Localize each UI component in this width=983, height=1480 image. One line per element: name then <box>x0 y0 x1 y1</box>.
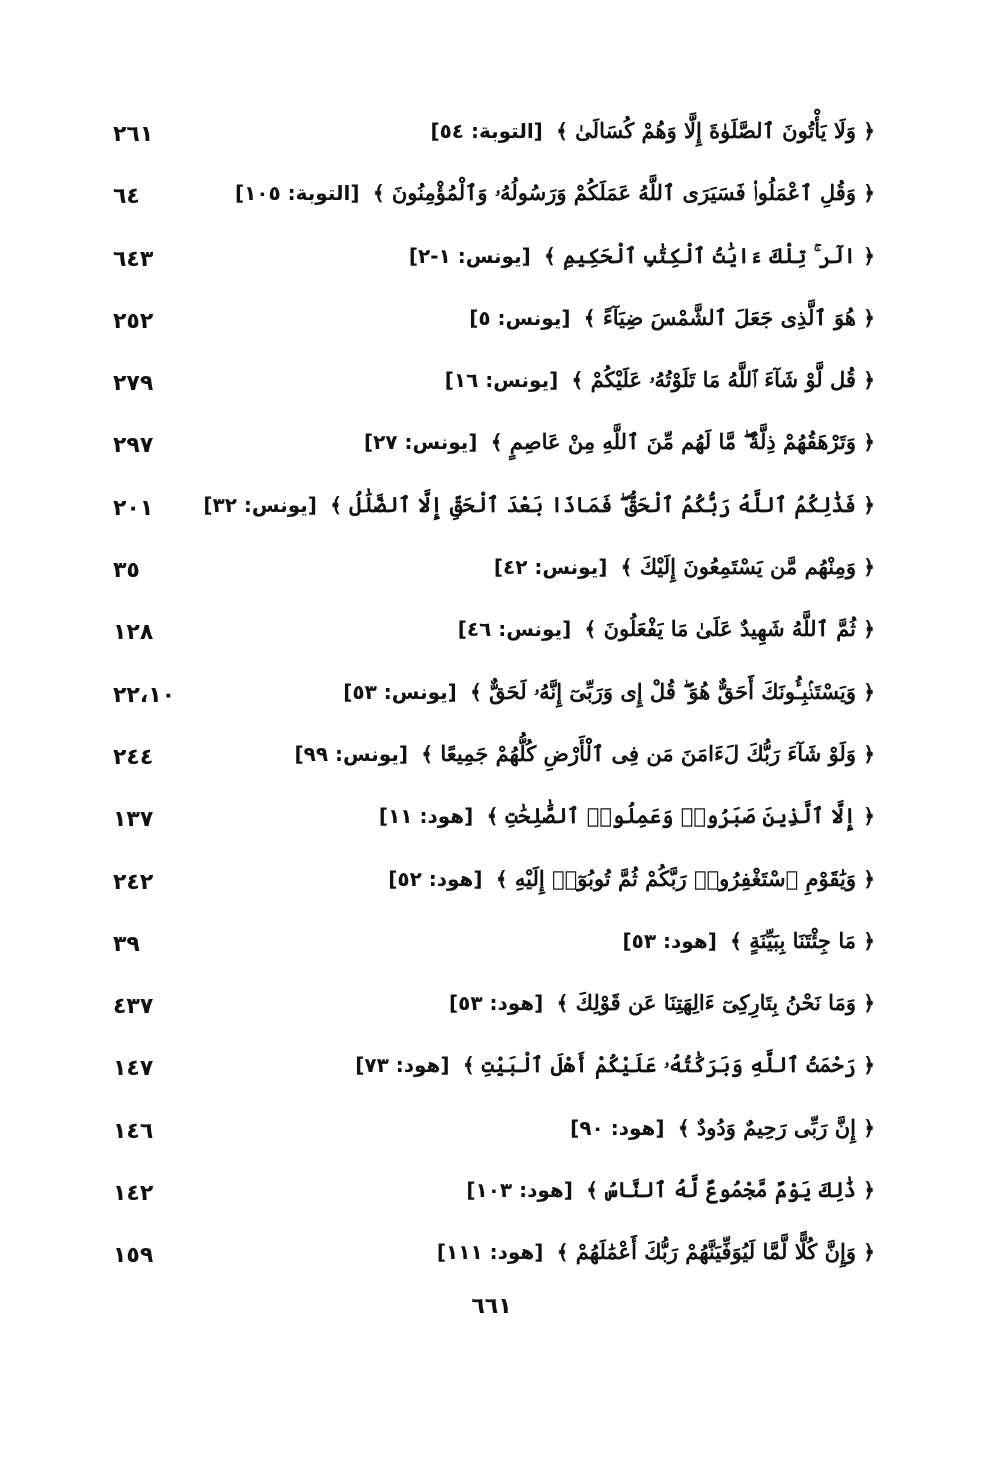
verse-line <box>203 491 875 518</box>
verse-reference: [يونس: ٩٩] <box>294 741 408 766</box>
list-item <box>105 112 875 174</box>
verse-line <box>343 679 875 705</box>
page-reference: ١٥٩ <box>113 1243 154 1269</box>
verse-line <box>409 243 875 269</box>
list-item <box>105 1046 875 1108</box>
verse-text: وَتَرْهَقُهُمْ ذِلَّةٌ ۖ مَّا لَهُم مِّنَ ٱللَّهِ مِنْ عَاصِمٍ <box>509 429 856 455</box>
ornate-bracket-close: ﴾ <box>372 181 385 206</box>
ornate-bracket-open: ﴿ <box>863 1240 875 1265</box>
page-number: ٦٦١ <box>471 1294 512 1319</box>
ornate-bracket-open: ﴿ <box>863 1178 875 1203</box>
list-item <box>105 673 875 735</box>
verse-reference: [يونس: ١-٢] <box>408 243 531 268</box>
ornate-bracket-close: ﴾ <box>556 991 569 1016</box>
verse-reference: [التوبة: ٥٤] <box>430 119 543 143</box>
list-item <box>105 1233 875 1295</box>
ornate-bracket-open: ﴿ <box>863 679 875 704</box>
ornate-bracket-open: ﴿ <box>863 243 875 268</box>
verse-text: ثُمَّ ٱللَّهُ شَهِيدٌ عَلَىٰ مَا يَفْعَلُونَ <box>603 616 856 642</box>
ornate-bracket-open: ﴿ <box>863 305 875 330</box>
ornate-bracket-open: ﴿ <box>863 1053 875 1078</box>
verse-reference: [هود: ٥٣] <box>448 991 544 1016</box>
page-reference: ٢٠١ <box>113 495 154 521</box>
verse-reference: [يونس: ١٦] <box>444 368 559 393</box>
verse-text: رَحْمَتُ ٱللَّهِ وَبَرَكَٰتُهُۥ عَلَيْكُمْ أَهْلَ ٱلْبَيْتِ <box>481 1052 856 1078</box>
ornate-bracket-close: ﴾ <box>544 243 556 268</box>
verse-text: إِنَّ رَبِّى رَحِيمٌ وَدُودٌ <box>696 1114 856 1140</box>
verse-text: إِلَّا ٱلَّذِينَ صَبَرُوا۟ وَعَمِلُوا۟ ٱلصَّٰلِحَٰتِ <box>505 803 856 829</box>
list-item <box>105 1171 875 1233</box>
list-item <box>105 299 875 361</box>
ornate-bracket-open: ﴿ <box>863 991 875 1016</box>
ornate-bracket-open: ﴿ <box>863 928 875 953</box>
verse-reference: [هود: ١٠٣] <box>466 1178 573 1203</box>
ornate-bracket-close: ﴾ <box>495 866 508 891</box>
page-reference: ٤٣٧ <box>113 994 154 1020</box>
verse-reference: [يونس: ٥٣] <box>343 679 457 704</box>
list-item <box>105 984 875 1046</box>
verse-text: هُوَ ٱلَّذِى جَعَلَ ٱلشَّمْسَ ضِيَآءً <box>602 304 856 330</box>
ornate-bracket-open: ﴿ <box>863 430 875 455</box>
verse-reference: [يونس: ٣٢] <box>203 492 317 517</box>
ornate-bracket-open: ﴿ <box>863 804 875 829</box>
ornate-bracket-close: ﴾ <box>584 617 597 642</box>
ornate-bracket-open: ﴿ <box>863 368 875 393</box>
list-item <box>105 486 875 548</box>
page-reference: ١٤٧ <box>113 1056 154 1082</box>
ornate-bracket-close: ﴾ <box>490 430 503 455</box>
page-reference: ٢٤٢ <box>113 869 154 895</box>
list-item <box>105 548 875 610</box>
verse-text: فَذَٰلِكُمُ ٱللَّهُ رَبُّكُمُ ٱلْحَقُّ ۖ فَمَاذَا بَعْدَ ٱلْحَقِّ إِلَّا ٱلضَّلَٰلُ <box>349 491 856 517</box>
list-item <box>105 735 875 797</box>
verse-line <box>437 1239 875 1264</box>
ornate-bracket-close: ﴾ <box>556 119 568 143</box>
ornate-bracket-open: ﴿ <box>863 555 875 580</box>
verse-reference: [يونس: ٢٧] <box>363 430 478 455</box>
verse-line <box>355 1052 875 1078</box>
verse-index-list <box>105 112 875 1296</box>
ornate-bracket-open: ﴿ <box>863 741 875 766</box>
page-reference: ٢٢،١٠ <box>113 682 176 708</box>
ornate-bracket-open: ﴿ <box>863 492 875 517</box>
verse-line <box>458 616 875 641</box>
page-reference: ٢٩٧ <box>113 433 154 459</box>
ornate-bracket-close: ﴾ <box>583 305 596 330</box>
ornate-bracket-close: ﴾ <box>470 679 482 704</box>
ornate-bracket-close: ﴾ <box>677 1115 690 1140</box>
page-reference: ٣٥ <box>113 558 140 584</box>
verse-line <box>570 1115 875 1140</box>
ornate-bracket-close: ﴾ <box>486 804 499 829</box>
verse-text: وَيَٰقَوْمِ ٱسْتَغْفِرُوا۟ رَبَّكُمْ ثُمَّ تُوبُوٓا۟ إِلَيْهِ <box>514 865 856 891</box>
verse-text: ذَٰلِكَ يَوْمٌ مَّجْمُوعٌ لَّهُ ٱلنَّاسُ <box>605 1177 856 1203</box>
list-item <box>105 361 875 423</box>
verse-line <box>469 305 875 330</box>
ornate-bracket-open: ﴿ <box>863 617 875 642</box>
verse-reference: [يونس: ٥] <box>469 305 571 330</box>
page-reference: ١٤٢ <box>113 1181 154 1207</box>
verse-reference: [التوبة: ١٠٥] <box>234 181 360 206</box>
verse-reference: [يونس: ٤٢] <box>493 555 608 580</box>
verse-reference: [هود: ٧٣] <box>355 1053 450 1078</box>
page-reference: ١٣٧ <box>113 807 154 833</box>
verse-text: وَلَا يَأْتُونَ ٱلصَّلَوٰةَ إِلَّا وَهُمْ كُسَالَىٰ <box>575 118 856 143</box>
verse-reference: [هود: ٥٣] <box>622 928 717 953</box>
verse-reference: [يونس: ٤٦] <box>457 617 572 642</box>
verse-line <box>379 803 875 828</box>
verse-text: وَقُلِ ٱعْمَلُوا۟ فَسَيَرَى ٱللَّهُ عَمَلَكُمْ وَرَسُولُهُۥ وَٱلْمُؤْمِنُونَ <box>391 180 856 206</box>
verse-text: الٓر ۚ تِلْكَ ءَايَٰتُ ٱلْكِتَٰبِ ٱلْحَكِيمِ <box>563 242 856 268</box>
ornate-bracket-close: ﴾ <box>556 1240 569 1265</box>
verse-line <box>294 741 875 766</box>
verse-line <box>466 1177 875 1202</box>
ornate-bracket-close: ﴾ <box>586 1178 598 1203</box>
ornate-bracket-open: ﴿ <box>863 181 875 206</box>
page-reference: ١٤٦ <box>113 1118 154 1144</box>
list-item <box>105 423 875 485</box>
ornate-bracket-close: ﴾ <box>571 368 584 393</box>
verse-text: وَمَا نَحْنُ بِتَارِكِىٓ ءَالِهَتِنَا عَن قَوْلِكَ <box>575 990 856 1016</box>
verse-text: قُل لَّوْ شَآءَ ٱللَّهُ مَا تَلَوْتُهُۥ عَلَيْكُمْ <box>590 367 856 393</box>
verse-text: وَإِنَّ كُلًّا لَّمَّا لَيُوَفِّيَنَّهُمْ رَبُّكَ أَعْمَٰلَهُمْ <box>575 1239 856 1265</box>
verse-line <box>449 990 875 1015</box>
page-reference: ٣٩ <box>113 931 140 957</box>
verse-text: وَيَسْتَنۢبِـُٔونَكَ أَحَقٌّ هُوَ ۖ قُلْ إِى وَرَبِّىٓ إِنَّهُۥ لَحَقٌّ <box>489 678 856 704</box>
verse-line <box>235 180 875 206</box>
verse-line <box>494 554 875 579</box>
ornate-bracket-close: ﴾ <box>330 492 342 517</box>
verse-line <box>388 866 875 891</box>
ornate-bracket-open: ﴿ <box>863 1115 875 1140</box>
page-reference: ٢٧٩ <box>113 371 154 397</box>
list-item <box>105 922 875 984</box>
page-reference: ٢٦١ <box>113 122 154 147</box>
list-item <box>105 1109 875 1171</box>
list-item <box>105 174 875 236</box>
verse-line <box>430 118 875 143</box>
list-item <box>105 797 875 859</box>
verse-reference: [هود: ٩٠] <box>570 1115 665 1140</box>
ornate-bracket-open: ﴿ <box>863 866 875 891</box>
verse-line <box>623 928 876 953</box>
ornate-bracket-close: ﴾ <box>462 1053 475 1078</box>
ornate-bracket-close: ﴾ <box>421 741 434 766</box>
verse-reference: [هود: ١١] <box>378 804 474 829</box>
page-reference: ٦٤٣ <box>113 246 154 272</box>
verse-text: مَا جِئْتَنَا بِبَيِّنَةٍ <box>749 927 856 953</box>
list-item <box>105 237 875 299</box>
ornate-bracket-close: ﴾ <box>730 928 742 953</box>
page-reference: ٦٤ <box>113 184 140 210</box>
page-reference: ٢٤٤ <box>113 744 154 770</box>
list-item <box>105 610 875 672</box>
page-reference: ٢٥٢ <box>113 308 154 334</box>
list-item <box>105 860 875 922</box>
verse-line <box>364 429 875 455</box>
verse-text: وَمِنْهُم مَّن يَسْتَمِعُونَ إِلَيْكَ <box>639 554 856 580</box>
page-reference: ١٢٨ <box>113 620 154 646</box>
verse-text: وَلَوْ شَآءَ رَبُّكَ لَءَامَنَ مَن فِى ٱلْأَرْضِ كُلُّهُمْ جَمِيعًا <box>440 740 856 766</box>
verse-reference: [هود: ٥٢] <box>388 866 483 891</box>
ornate-bracket-close: ﴾ <box>620 555 633 580</box>
verse-reference: [هود: ١١١] <box>436 1240 544 1265</box>
verse-line <box>445 367 875 393</box>
ornate-bracket-open: ﴿ <box>863 119 875 143</box>
